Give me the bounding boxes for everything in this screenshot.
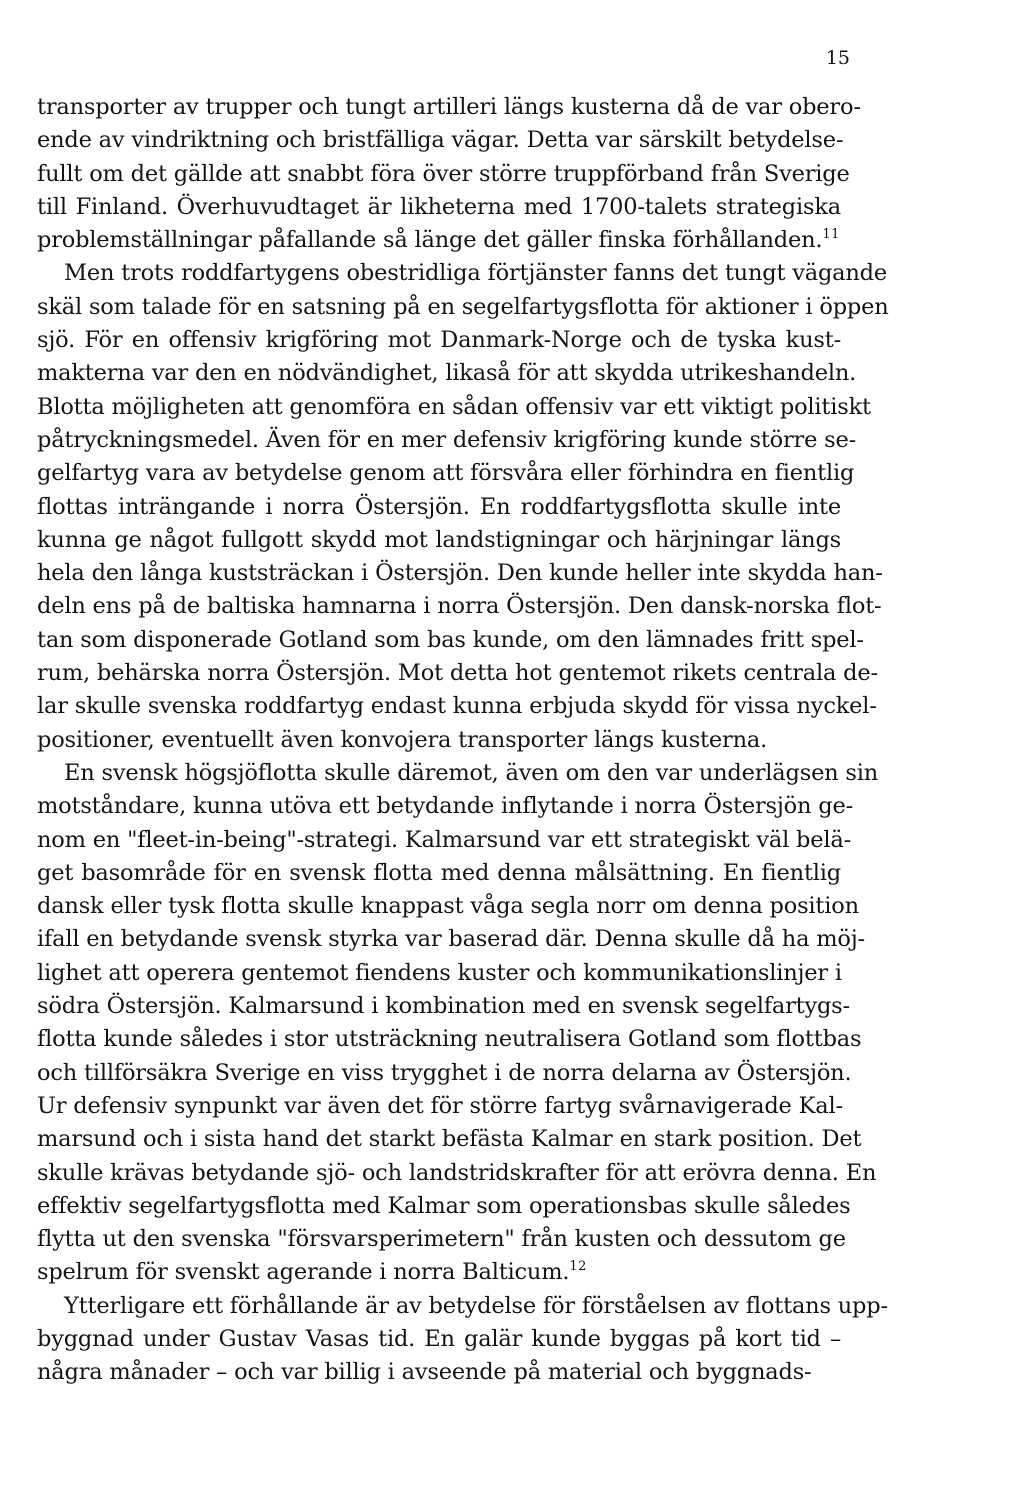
paragraph-line [37, 491, 841, 524]
line-text: flotta kunde således i stor utsträckning neutralisera Gotland som flottbas [37, 1026, 862, 1053]
paragraph-line [37, 590, 882, 623]
paragraph-line [37, 1323, 841, 1356]
paragraph-line [37, 557, 883, 590]
paragraph-line [37, 91, 861, 124]
line-text: problemställningar påfallande så länge det gäller finska förhållanden. [37, 227, 823, 254]
line-text: rum, behärska norra Östersjön. Mot detta hot gentemot rikets centrala de- [37, 660, 878, 687]
paragraph-line [37, 158, 850, 191]
footnote-ref: 11 [822, 227, 840, 243]
paragraph-line [37, 1157, 877, 1190]
paragraph-line [37, 923, 865, 956]
line-text: deln ens på de baltiska hamnarna i norra Östersjön. Den dansk-norska flot- [37, 593, 882, 620]
line-text: En svensk högsjöflotta skulle däremot, även om den var underlägsen sin [64, 759, 879, 786]
line-text: byggnad under Gustav Vasas tid. En galär kunde byggas på kort tid – [37, 1325, 841, 1352]
paragraph-line [37, 657, 878, 690]
paragraph-line [37, 1223, 846, 1256]
paragraph-line [37, 291, 889, 324]
paragraph-line [37, 1123, 862, 1156]
page-number: 15 [825, 47, 850, 69]
paragraph-line [37, 790, 853, 823]
line-text: makterna var den en nödvändighet, likaså för att skydda utrikeshandeln. [37, 360, 857, 387]
line-text: Men trots roddfartygens obestridliga förtjänster fanns det tungt vägande [64, 260, 887, 287]
line-text: spelrum för svenskt agerande i norra Balticum. [37, 1259, 570, 1286]
paragraph-line [37, 457, 855, 490]
paragraph-line [37, 857, 841, 890]
paragraph-line [37, 1190, 851, 1223]
paragraph-line [37, 124, 844, 157]
line-text: påtryckningsmedel. Även för en mer defensiv krigföring kunde större se- [37, 426, 857, 453]
line-text: positioner, eventuellt även konvojera transporter längs kusterna. [37, 726, 768, 753]
paragraph-line [37, 624, 864, 657]
line-text: Ytterligare ett förhållande är av betydelse för förståelsen av flottans upp- [64, 1292, 888, 1319]
paragraph-line [37, 724, 841, 757]
paragraph-line [37, 990, 850, 1023]
paragraph-line [37, 1023, 862, 1056]
line-text: nom en "fleet-in-being"-strategi. Kalmarsund var ett strategiskt väl belä- [37, 826, 851, 853]
line-text: hela den långa kuststräckan i Östersjön. Den kunde heller inte skydda han- [37, 560, 883, 587]
line-text: Blotta möjligheten att genomföra en sådan offensiv var ett viktigt politiskt [37, 393, 871, 420]
paragraph-line [37, 324, 841, 357]
paragraph-line [37, 224, 841, 257]
paragraph-line [37, 357, 857, 390]
line-text: marsund och i sista hand det starkt befästa Kalmar en stark position. Det [37, 1126, 862, 1153]
paragraph-line [37, 191, 841, 224]
line-text: dansk eller tysk flotta skulle knappast våga segla norr om denna position [37, 893, 859, 920]
line-text: kunna ge något fullgott skydd mot landstigningar och härjningar längs [37, 526, 841, 553]
line-text: ifall en betydande svensk styrka var baserad där. Denna skulle då ha möj- [37, 926, 865, 953]
line-text: tan som disponerade Gotland som bas kunde, om den lämnades fritt spel- [37, 626, 864, 653]
paragraph-line [37, 424, 857, 457]
paragraph-line [37, 690, 877, 723]
paragraph-line [37, 391, 871, 424]
line-text: effektiv segelfartygsflotta med Kalmar som operationsbas skulle således [37, 1192, 851, 1219]
paragraph-line [37, 824, 851, 857]
paragraph-line [37, 1090, 841, 1123]
line-text: get basområde för en svensk flotta med denna målsättning. En fientlig [37, 859, 841, 886]
line-text: ende av vindriktning och bristfälliga vägar. Detta var särskilt betydelse- [37, 127, 844, 154]
line-text: skäl som talade för en satsning på en segelfartygsflotta för aktioner i öppen [37, 293, 889, 320]
paragraph-line [37, 757, 879, 790]
line-text: och tillförsäkra Sverige en viss trygghet i de norra delarna av Östersjön. [37, 1059, 852, 1086]
paragraph-line [37, 957, 841, 990]
line-text: flottas inträngande i norra Östersjön. En roddfartygsflotta skulle inte [37, 493, 841, 520]
paragraph-line [37, 1057, 852, 1090]
line-text: transporter av trupper och tungt artilleri längs kusterna då de var obero- [37, 94, 861, 120]
line-text: fullt om det gällde att snabbt föra över större truppförband från Sverige [37, 160, 850, 187]
line-text: flytta ut den svenska "försvarsperimetern" från kusten och dessutom ge [37, 1226, 846, 1253]
line-text: södra Östersjön. Kalmarsund i kombination med en svensk segelfartygs- [37, 993, 850, 1020]
line-text: gelfartyg vara av betydelse genom att försvåra eller förhindra en fientlig [37, 460, 855, 487]
line-text: lar skulle svenska roddfartyg endast kunna erbjuda skydd för vissa nyckel- [37, 693, 877, 720]
paragraph-line [37, 890, 859, 923]
line-text: till Finland. Överhuvudtaget är likheterna med 1700-talets strategiska [37, 193, 841, 220]
line-text: lighet att operera gentemot fiendens kuster och kommunikationslinjer i [37, 959, 842, 986]
paragraph-line [37, 257, 887, 290]
line-text: skulle krävas betydande sjö- och landstridskrafter för att erövra denna. En [37, 1159, 877, 1186]
paragraph-line [37, 1356, 841, 1389]
body-text [37, 91, 889, 1390]
paragraph-line [37, 1256, 841, 1289]
line-text: några månader – och var billig i avseende på material och byggnads- [37, 1359, 812, 1386]
paragraph-line [37, 524, 841, 557]
line-text: sjö. För en offensiv krigföring mot Danmark-Norge och de tyska kust- [37, 327, 841, 354]
paragraph-line [37, 1290, 888, 1323]
footnote-ref: 12 [569, 1259, 587, 1275]
line-text: motståndare, kunna utöva ett betydande inflytande i norra Östersjön ge- [37, 793, 853, 820]
line-text: Ur defensiv synpunkt var även det för större fartyg svårnavigerade Kal- [37, 1092, 843, 1119]
